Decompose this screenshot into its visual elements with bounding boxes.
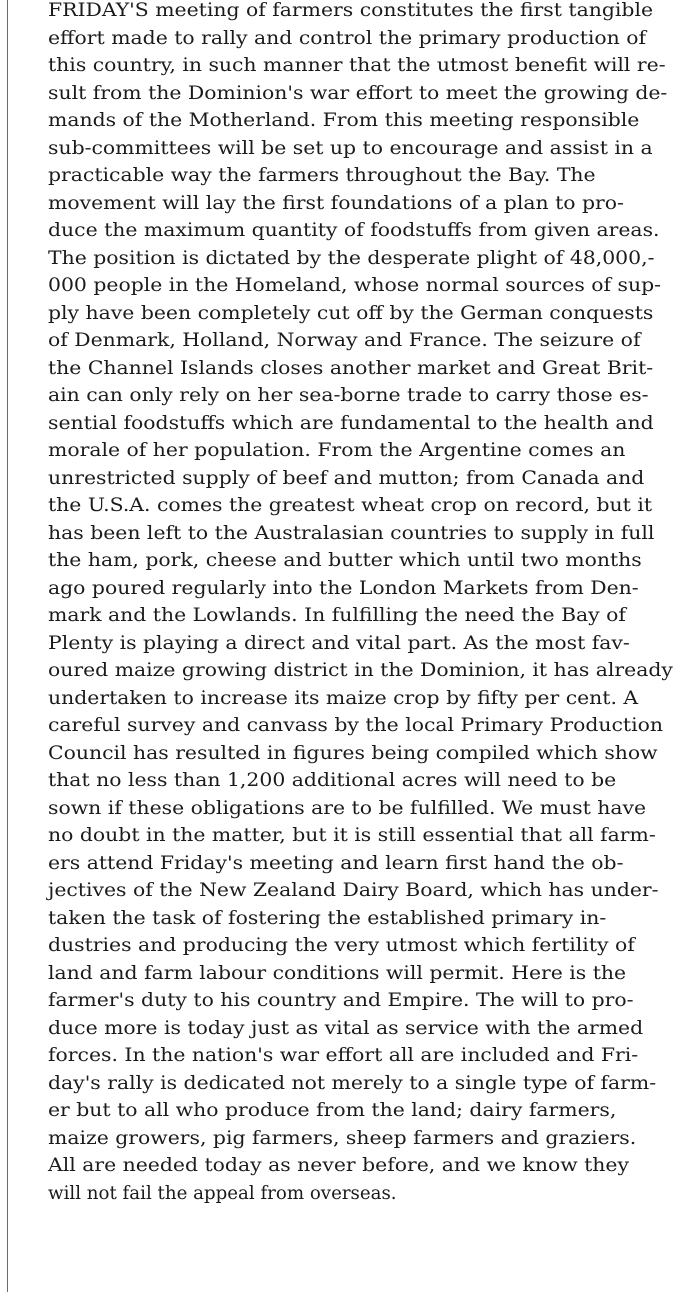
article-line: er but to all who produce from the land; dairy farmers, — [48, 1100, 617, 1121]
article-line: of Denmark, Holland, Norway and France. The seizure of — [48, 330, 641, 351]
article-line: no doubt in the matter, but it is still essential that all farm- — [48, 825, 656, 846]
article-line: dustries and producing the very utmost which fertility of — [48, 935, 635, 956]
article-line: The position is dictated by the desperate plight of 48,000,- — [48, 247, 655, 269]
article-line: land and farm labour conditions will permit. Here is the — [48, 962, 627, 984]
article-line: maize growers, pig farmers, sheep farmers and graziers. — [48, 1127, 637, 1149]
article-line: duce the maximum quantity of foodstuffs from given areas. — [48, 220, 660, 241]
article-line: sult from the Dominion's war effort to meet the growing de- — [48, 82, 668, 104]
article-line: taken the task of fostering the established primary in- — [48, 907, 607, 929]
article-line: oured maize growing district in the Dominion, it has already — [48, 660, 673, 681]
article-line: will not fail the appeal from overseas. — [48, 1182, 397, 1204]
article-line: ain can only rely on her sea-borne trade to carry those es- — [48, 385, 649, 406]
article-line: effort made to rally and control the primary production of — [48, 27, 647, 49]
article-line: mands of the Motherland. From this meeting responsible — [48, 110, 640, 131]
article-line: sential foodstuffs which are fundamental to the health and — [48, 412, 654, 434]
article-line: ply have been completely cut off by the German conquests — [48, 302, 654, 324]
article-line: ago poured regularly into the London Markets from Den- — [48, 577, 639, 599]
article-line: that no less than 1,200 additional acres will need to be — [48, 770, 617, 791]
article-line: the Channel Islands closes another market and Great Brit- — [48, 357, 654, 379]
article-line: the ham, pork, cheese and butter which until two months — [48, 550, 642, 571]
article-line: unrestricted supply of beef and mutton; from Canada and — [48, 467, 645, 489]
article-line: careful survey and canvass by the local Primary Production — [48, 715, 664, 736]
article-line: All are needed today as never before, and we know they — [48, 1155, 629, 1176]
article-line: mark and the Lowlands. In fulfilling the need the Bay of — [48, 605, 626, 626]
article-line: sown if these obligations are to be fulfilled. We must have — [48, 797, 647, 819]
article-line: ers attend Friday's meeting and learn first hand the ob- — [48, 852, 624, 874]
column-rule — [7, 0, 8, 1292]
article-line: morale of her population. From the Argentine comes an — [48, 440, 626, 461]
article-line: farmer's duty to his country and Empire. The will to pro- — [48, 990, 634, 1011]
article-line: 000 people in the Homeland, whose normal sources of sup- — [48, 275, 662, 296]
article-line: Plenty is playing a direct and vital part. As the most fav- — [48, 632, 630, 654]
article-line: Council has resulted in figures being compiled which show — [48, 742, 658, 764]
article-line: jectives of the New Zealand Dairy Board, which has under- — [48, 880, 659, 901]
article-line: FRIDAY'S meeting of farmers constitutes the first tangible — [48, 0, 654, 21]
article-line: duce more is today just as vital as service with the armed — [48, 1017, 644, 1039]
article-line: this country, in such manner that the utmost benefit will re- — [48, 55, 666, 76]
article-line: the U.S.A. comes the greatest wheat crop on record, but it — [48, 495, 653, 516]
article-line: undertaken to increase its maize crop by fifty per cent. A — [48, 687, 639, 709]
article-line: forces. In the nation's war effort all are included and Fri- — [48, 1045, 639, 1066]
article-line: movement will lay the first foundations of a plan to pro- — [48, 192, 624, 214]
article-line: day's rally is dedicated not merely to a single type of farm- — [48, 1072, 657, 1094]
article-line: practicable way the farmers throughout the Bay. The — [48, 165, 596, 186]
article-line: has been left to the Australasian countries to supply in full — [48, 522, 655, 544]
article-line: sub-committees will be set up to encourage and assist in a — [48, 137, 653, 159]
